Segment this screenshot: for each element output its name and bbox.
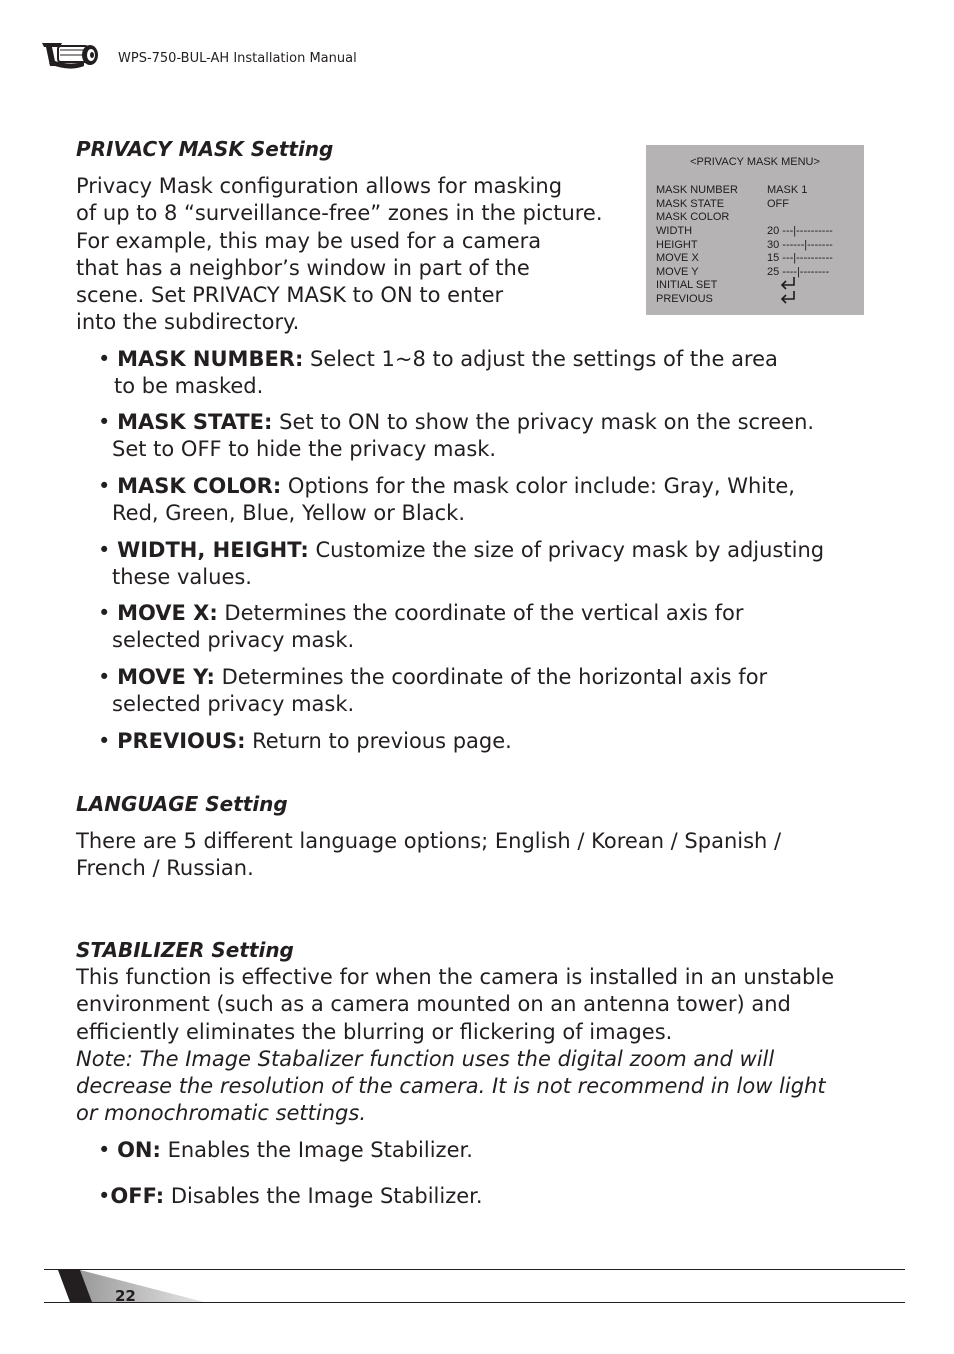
bullet-marker: • bbox=[98, 1184, 111, 1208]
menu-row bbox=[656, 279, 861, 293]
menu-row bbox=[656, 266, 861, 280]
bullet-continuation: selected privacy mask. bbox=[112, 692, 355, 717]
enter-icon bbox=[779, 290, 799, 305]
page-number: 22 bbox=[115, 1287, 136, 1305]
bullet-text: Return to previous page. bbox=[245, 729, 512, 753]
bullet-continuation: to be masked. bbox=[114, 374, 264, 399]
menu-row bbox=[656, 211, 861, 225]
stabilizer-note-line: or monochromatic settings. bbox=[76, 1101, 366, 1126]
bullet-stabilizer-on bbox=[98, 1137, 473, 1164]
bullet-mask-state: • MASK STATE: Set to ON to show the privacy mask on the screen. Set to OFF to hide the privacy mask. bbox=[98, 409, 814, 464]
privacy-mask-menu-screenshot bbox=[646, 145, 864, 315]
bullet-label: MASK NUMBER: bbox=[117, 347, 304, 371]
menu-row-value: 15 ---|---------- bbox=[767, 252, 833, 264]
menu-row bbox=[656, 293, 861, 307]
language-body bbox=[76, 828, 781, 883]
stabilizer-heading: STABILIZER Setting bbox=[76, 938, 294, 962]
bullet-label: MASK COLOR: bbox=[117, 474, 282, 498]
bullet-text: Determines the coordinate of the horizontal axis for bbox=[214, 665, 768, 689]
language-line: French / Russian. bbox=[76, 856, 254, 881]
bullet-mask-color: • MASK COLOR: Options for the mask color include: Gray, White, Red, Green, Blue, Yellow or Black. bbox=[98, 473, 795, 528]
bullet-label: MOVE X: bbox=[117, 601, 218, 625]
menu-row-label: MASK STATE bbox=[656, 198, 725, 210]
menu-row-label: WIDTH bbox=[656, 225, 693, 237]
bullet-move-y: • MOVE Y: Determines the coordinate of the horizontal axis for selected privacy mask. bbox=[98, 664, 767, 719]
menu-row-label: PREVIOUS bbox=[656, 293, 713, 305]
bullet-label: MOVE Y: bbox=[117, 665, 215, 689]
menu-row bbox=[656, 252, 861, 266]
menu-row bbox=[656, 225, 861, 239]
bullet-label: MASK STATE: bbox=[117, 410, 273, 434]
privacy-intro-line: For example, this may be used for a camera bbox=[76, 228, 542, 253]
menu-row-label: MOVE X bbox=[656, 252, 699, 264]
menu-row-label: MASK NUMBER bbox=[656, 184, 738, 196]
bullet-label: ON: bbox=[117, 1138, 161, 1162]
camera-logo-icon bbox=[40, 38, 102, 78]
menu-row-label: MASK COLOR bbox=[656, 211, 730, 223]
bullet-text: Enables the Image Stabilizer. bbox=[160, 1138, 473, 1162]
stabilizer-line: environment (such as a camera mounted on an antenna tower) and bbox=[76, 992, 791, 1017]
privacy-intro-line: of up to 8 “surveillance-free” zones in the picture. bbox=[76, 201, 603, 226]
stabilizer-line: This function is effective for when the camera is installed in an unstable bbox=[76, 965, 835, 989]
bullet-label: WIDTH, HEIGHT: bbox=[117, 538, 309, 562]
privacy-intro-line: into the subdirectory. bbox=[76, 310, 300, 335]
privacy-intro bbox=[76, 173, 603, 337]
menu-row-value: 20 ---|---------- bbox=[767, 225, 833, 237]
footer-rule-bottom bbox=[44, 1302, 905, 1303]
menu-row-value: MASK 1 bbox=[767, 184, 808, 196]
bullet-label: PREVIOUS: bbox=[117, 729, 246, 753]
enter-icon bbox=[779, 276, 799, 291]
bullet-mask-number: • MASK NUMBER: Select 1~8 to adjust the settings of the area to be masked. bbox=[98, 346, 778, 401]
language-heading: LANGUAGE Setting bbox=[76, 792, 288, 816]
bullet-marker: • bbox=[98, 1138, 118, 1162]
menu-title: <PRIVACY MASK MENU> bbox=[690, 156, 820, 168]
stabilizer-body bbox=[76, 964, 834, 1128]
bullet-move-x: • MOVE X: Determines the coordinate of the vertical axis for selected privacy mask. bbox=[98, 600, 744, 655]
bullet-text: Set to ON to show the privacy mask on the screen. bbox=[272, 410, 815, 434]
stabilizer-line: efficiently eliminates the blurring or flickering of images. bbox=[76, 1019, 673, 1044]
bullet-width-height: • WIDTH, HEIGHT: Customize the size of privacy mask by adjusting these values. bbox=[98, 537, 824, 592]
menu-row bbox=[656, 184, 861, 198]
privacy-mask-heading: PRIVACY MASK Setting bbox=[76, 137, 334, 161]
privacy-intro-line: scene. Set PRIVACY MASK to ON to enter bbox=[76, 283, 504, 308]
stabilizer-note-line: Note: The Image Stabalizer function uses the digital zoom and will bbox=[76, 1046, 775, 1071]
menu-row-label: HEIGHT bbox=[656, 239, 698, 251]
menu-row bbox=[656, 239, 861, 253]
menu-row bbox=[656, 198, 861, 212]
bullet-text: Options for the mask color include: Gray, White, bbox=[281, 474, 795, 498]
bullet-text: Disables the Image Stabilizer. bbox=[164, 1184, 483, 1208]
menu-row-label: INITIAL SET bbox=[656, 279, 718, 291]
menu-row-label: MOVE Y bbox=[656, 266, 699, 278]
bullet-previous: • PREVIOUS: Return to previous page. bbox=[98, 729, 512, 753]
menu-row-value: OFF bbox=[767, 198, 789, 210]
bullet-text: Determines the coordinate of the vertical axis for bbox=[217, 601, 744, 625]
bullet-stabilizer-off bbox=[98, 1183, 483, 1210]
menu-row-value: 30 ------|------- bbox=[767, 239, 833, 251]
manual-title: WPS-750-BUL-AH Installation Manual bbox=[118, 51, 357, 66]
bullet-text: Customize the size of privacy mask by adjusting bbox=[308, 538, 825, 562]
bullet-text: Select 1~8 to adjust the settings of the area bbox=[303, 347, 778, 371]
bullet-continuation: these values. bbox=[112, 565, 252, 590]
stabilizer-note-line: decrease the resolution of the camera. It is not recommend in low light bbox=[76, 1074, 826, 1099]
bullet-continuation: selected privacy mask. bbox=[112, 628, 355, 653]
menu-row-value: 25 ----|-------- bbox=[767, 266, 830, 278]
language-line: There are 5 different language options; English / Korean / Spanish / bbox=[76, 829, 782, 853]
privacy-intro-line: Privacy Mask configuration allows for masking bbox=[76, 174, 563, 198]
bullet-label: OFF: bbox=[110, 1184, 165, 1208]
privacy-intro-line: that has a neighbor’s window in part of the bbox=[76, 255, 530, 280]
bullet-continuation: Red, Green, Blue, Yellow or Black. bbox=[112, 501, 465, 526]
bullet-continuation: Set to OFF to hide the privacy mask. bbox=[112, 437, 497, 462]
